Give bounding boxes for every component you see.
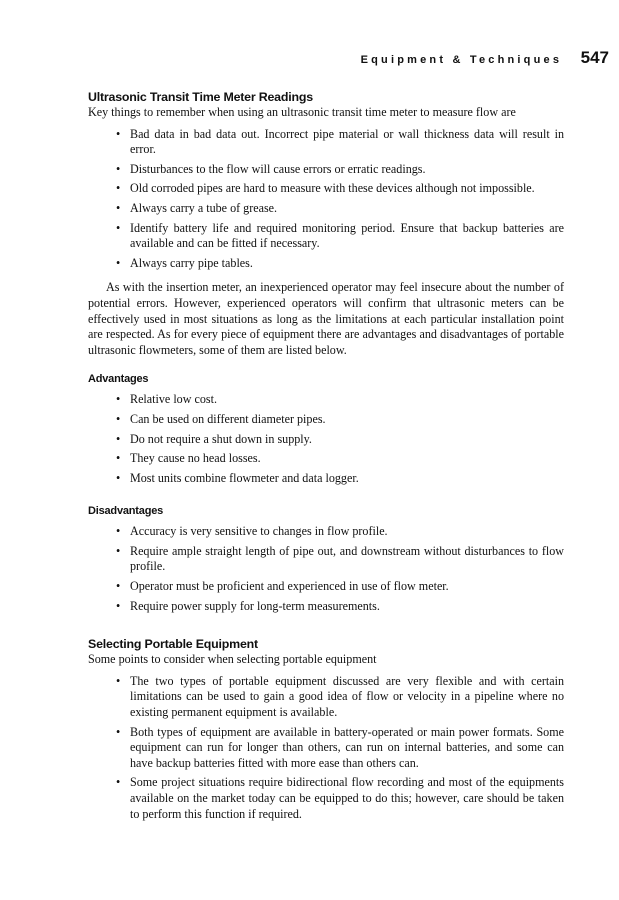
body-paragraph: As with the insertion meter, an inexperienced operator may feel insecure about the number of potential errors. However, experienced operators will confirm that ultrasonic meters can be effectively used in most situations as long as the limitations at each particular installation point are respected. As for every piece of equipment there are advantages and disadvantages of portable ultrasonic flowmeters, some of them are listed below. — [88, 280, 564, 357]
list-item: • The two types of portable equipment discussed are very flexible and with certain limitations can be used to gain a good idea of flow or velocity in a pipeline where no existing permanent equipment is available. — [130, 674, 564, 721]
section-advantages — [88, 372, 564, 486]
bullet-list-selecting — [88, 674, 564, 822]
section-heading-ultrasonic: Ultrasonic Transit Time Meter Readings — [88, 90, 313, 104]
section-disadvantages — [88, 504, 564, 614]
list-item: • Accuracy is very sensitive to changes in flow profile. — [130, 524, 564, 540]
section-intro-ultrasonic: Key things to remember when using an ultrasonic transit time meter to measure flow are — [88, 105, 516, 119]
page-content — [88, 89, 564, 826]
list-item: • Bad data in bad data out. Incorrect pipe material or wall thickness data will result in error. — [130, 127, 564, 158]
list-item: • Always carry a tube of grease. — [130, 201, 564, 217]
list-item: • Some project situations require bidirectional flow recording and most of the equipments available on the market today can be equipped to do this; however, care should be taken to perform this function if required. — [130, 775, 564, 822]
list-item: • Always carry pipe tables. — [130, 256, 564, 272]
list-item: • Can be used on different diameter pipes. — [130, 412, 564, 428]
bullet-list-disadvantages — [88, 524, 564, 614]
list-item: • Operator must be proficient and experienced in use of flow meter. — [130, 579, 564, 595]
bullet-list-ultrasonic — [88, 127, 564, 272]
list-item: • Identify battery life and required monitoring period. Ensure that backup batteries are available and can be fitted if necessary. — [130, 221, 564, 252]
list-item: • Most units combine flowmeter and data logger. — [130, 471, 564, 487]
list-item: • Old corroded pipes are hard to measure with these devices although not impossible. — [130, 181, 564, 197]
section-selecting-portable-equipment — [88, 636, 564, 822]
list-item: • Require power supply for long-term measurements. — [130, 599, 564, 615]
subheading-advantages: Advantages — [88, 373, 149, 386]
running-header — [89, 48, 609, 68]
section-heading-selecting: Selecting Portable Equipment — [88, 637, 258, 652]
list-item: • Do not require a shut down in supply. — [130, 432, 564, 448]
list-item: • Disturbances to the flow will cause errors or erratic readings. — [130, 162, 564, 178]
section-ultrasonic-readings — [88, 89, 564, 358]
list-item: • Require ample straight length of pipe out, and downstream without disturbances to flow profile. — [130, 544, 564, 575]
list-item: • Both types of equipment are available in battery-operated or main power formats. Some equipment can run for longer than others, can run on internal batteries, and some can have backup batteries fitted with more ease than others can. — [130, 725, 564, 772]
running-title: Equipment & Techniques — [360, 54, 563, 66]
page-number: 547 — [580, 48, 609, 67]
bullet-list-advantages — [88, 392, 564, 486]
list-item: • They cause no head losses. — [130, 451, 564, 467]
subheading-disadvantages: Disadvantages — [88, 505, 164, 518]
list-item: • Relative low cost. — [130, 392, 564, 408]
section-intro-selecting: Some points to consider when selecting portable equipment — [88, 652, 377, 667]
